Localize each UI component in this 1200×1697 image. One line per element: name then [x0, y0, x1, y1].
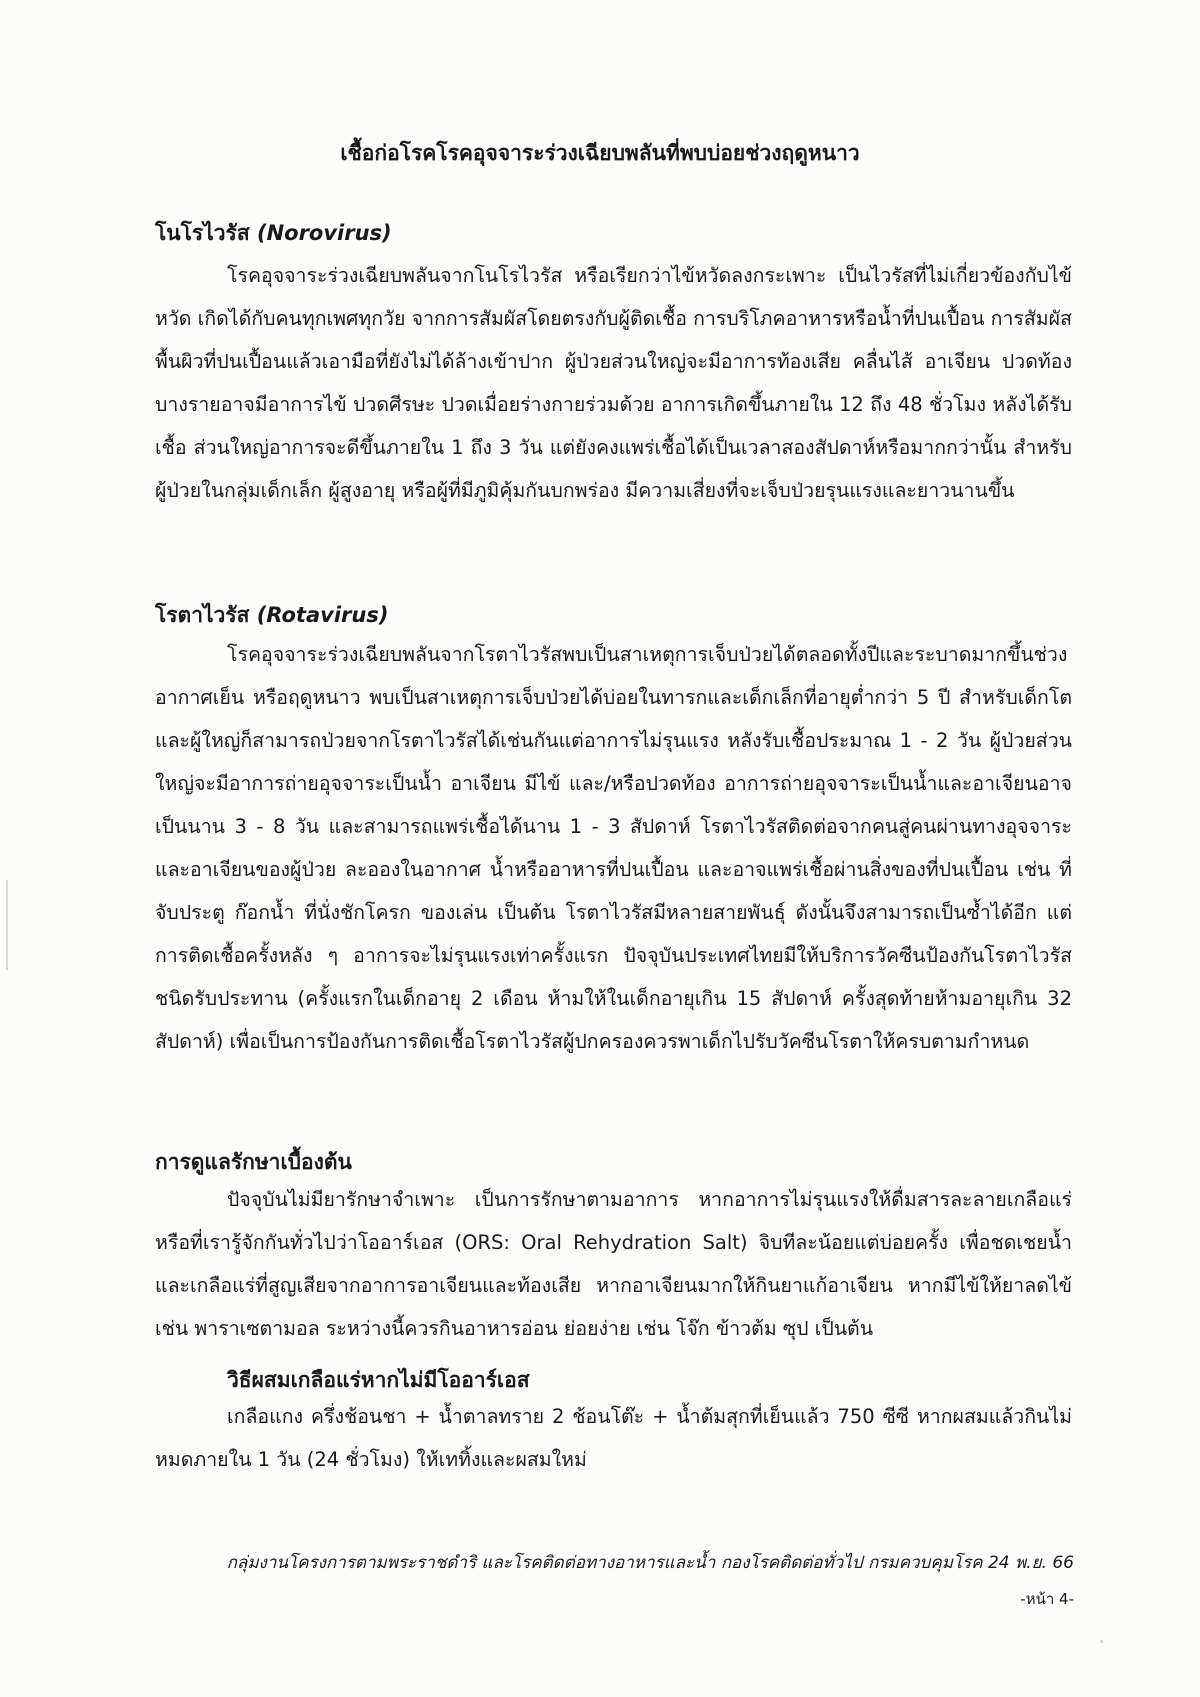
- paragraph-initial-care: ปัจจุบันไม่มียารักษาจำเพาะ เป็นการรักษาตามอาการ หากอาการไม่รุนแรงให้ดื่มสารละลายเกลือแร่หรือที่เรารู้จักกันทั่วไปว่าโออาร์เอส (ORS: Oral Rehydration Salt) จิบทีละน้อยแต่บ่อยครั้ง เพื่อชดเชยน้ำและเกลือแร่ที่สูญเสียจากอาการอาเจียนและท้องเสีย หากอาเจียนมากให้กินยาแก้อาเจียน หากมีไข้ให้ยาลดไข้ เช่น พาราเซตามอล ระหว่างนี้ควรกินอาหารอ่อน ย่อยง่าย เช่น โจ๊ก ข้าวต้ม ซุป เป็นต้น: [155, 1188, 1072, 1340]
- heading-thai-rotavirus: โรตาไวรัส: [155, 603, 250, 627]
- sub-heading-ors-recipe: วิธีผสมเกลือแร่หากไม่มีโออาร์เอส: [227, 1368, 530, 1392]
- paragraph-norovirus: โรคอุจจาระร่วงเฉียบพลันจากโนโรไวรัส หรือเรียกว่าไข้หวัดลงกระเพาะ เป็นไวรัสที่ไม่เกี่ยวข้องกับไข้หวัด เกิดได้กับคนทุกเพศทุกวัย จากการสัมผัสโดยตรงกับผู้ติดเชื้อ การบริโภคอาหารหรือน้ำที่ปนเปื้อน การสัมผัสพื้นผิวที่ปนเปื้อนแล้วเอามือที่ยังไม่ได้ล้างเข้าปาก ผู้ป่วยส่วนใหญ่จะมีอาการท้องเสีย คลื่นไส้ อาเจียน ปวดท้อง บางรายอาจมีอาการไข้ ปวดศีรษะ ปวดเมื่อยร่างกายร่วมด้วย อาการเกิดขึ้นภายใน 12 ถึง 48 ชั่วโมง หลังได้รับเชื้อ ส่วนใหญ่อาการจะดีขึ้นภายใน 1 ถึง 3 วัน แต่ยังคงแพร่เชื้อได้เป็นเวลาสองสัปดาห์หรือมากกว่านั้น สำหรับผู้ป่วยในกลุ่มเด็กเล็ก ผู้สูงอายุ หรือผู้ที่มีภูมิคุ้มกันบกพร่อง มีความเสี่ยงที่จะเจ็บป่วยรุนแรงและยาวนานขึ้น: [155, 264, 1072, 502]
- page-number: -หน้า 4-: [1020, 1590, 1074, 1608]
- section-heading-initial-care: [155, 1147, 352, 1177]
- footer-source-note: กลุ่มงานโครงการตามพระราชดำริ และโรคติดต่อทางอาหารและน้ำ กองโรคติดต่อทั่วไป กรมควบคุมโรค 24 พ.ย. 66: [226, 1553, 1074, 1573]
- document-title: เชื้อก่อโรคโรคอุจจาระร่วงเฉียบพลันที่พบบ่อยช่วงฤดูหนาว: [340, 141, 860, 165]
- heading-thai-initial-care: การดูแลรักษาเบื้องต้น: [155, 1150, 352, 1174]
- heading-latin-rotavirus: (Rotavirus): [256, 603, 389, 627]
- scan-edge-mark: [6, 880, 8, 970]
- paragraph-ors-recipe: เกลือแกง ครึ่งช้อนชา + น้ำตาลทราย 2 ช้อนโต๊ะ + น้ำต้มสุกที่เย็นแล้ว 750 ซีซี หากผสมแล้วกินไม่หมดภายใน 1 วัน (24 ชั่วโมง) ให้เททิ้งและผสมใหม่: [155, 1405, 1072, 1471]
- scan-dust-mark: [1100, 1640, 1103, 1643]
- section-heading-rotavirus: [155, 600, 388, 630]
- paragraph-rotavirus: โรคอุจจาระร่วงเฉียบพลันจากโรตาไวรัสพบเป็นสาเหตุการเจ็บป่วยได้ตลอดทั้งปีและระบาดมากขึ้นช่วงอากาศเย็น หรือฤดูหนาว พบเป็นสาเหตุการเจ็บป่วยได้บ่อยในทารกและเด็กเล็กที่อายุต่ำกว่า 5 ปี สำหรับเด็กโตและผู้ใหญ่ก็สามารถป่วยจากโรตาไวรัสได้เช่นกันแต่อาการไม่รุนแรง หลังรับเชื้อประมาณ 1 - 2 วัน ผู้ป่วยส่วนใหญ่จะมีอาการถ่ายอุจจาระเป็นน้ำ อาเจียน มีไข้ และ/หรือปวดท้อง อาการถ่ายอุจจาระเป็นน้ำและอาเจียนอาจเป็นนาน 3 - 8 วัน และสามารถแพร่เชื้อได้นาน 1 - 3 สัปดาห์ โรตาไวรัสติดต่อจากคนสู่คนผ่านทางอุจจาระและอาเจียนของผู้ป่วย ละอองในอากาศ น้ำหรืออาหารที่ปนเปื้อน และอาจแพร่เชื้อผ่านสิ่งของที่ปนเปื้อน เช่น ที่จับประตู ก๊อกน้ำ ที่นั่งชักโครก ของเล่น เป็นต้น โรตาไวรัสมีหลายสายพันธุ์ ดังนั้นจึงสามารถเป็นซ้ำได้อีก แต่การติดเชื้อครั้งหลัง ๆ อาการจะไม่รุนแรงเท่าครั้งแรก ปัจจุบันประเทศไทยมีให้บริการวัคซีนป้องกันโรตาไวรัสชนิดรับประทาน (ครั้งแรกในเด็กอายุ 2 เดือน ห้ามให้ในเด็กอายุเกิน 15 สัปดาห์ ครั้งสุดท้ายห้ามอายุเกิน 32 สัปดาห์) เพื่อเป็นการป้องกันการติดเชื้อโรตาไวรัสผู้ปกครองควรพาเด็กไปรับวัคซีนโรตาให้ครบตามกำหนด: [155, 643, 1072, 1053]
- section-heading-norovirus: [155, 218, 392, 248]
- heading-thai-norovirus: โนโรไวรัส: [155, 221, 250, 245]
- heading-latin-norovirus: (Norovirus): [256, 221, 392, 245]
